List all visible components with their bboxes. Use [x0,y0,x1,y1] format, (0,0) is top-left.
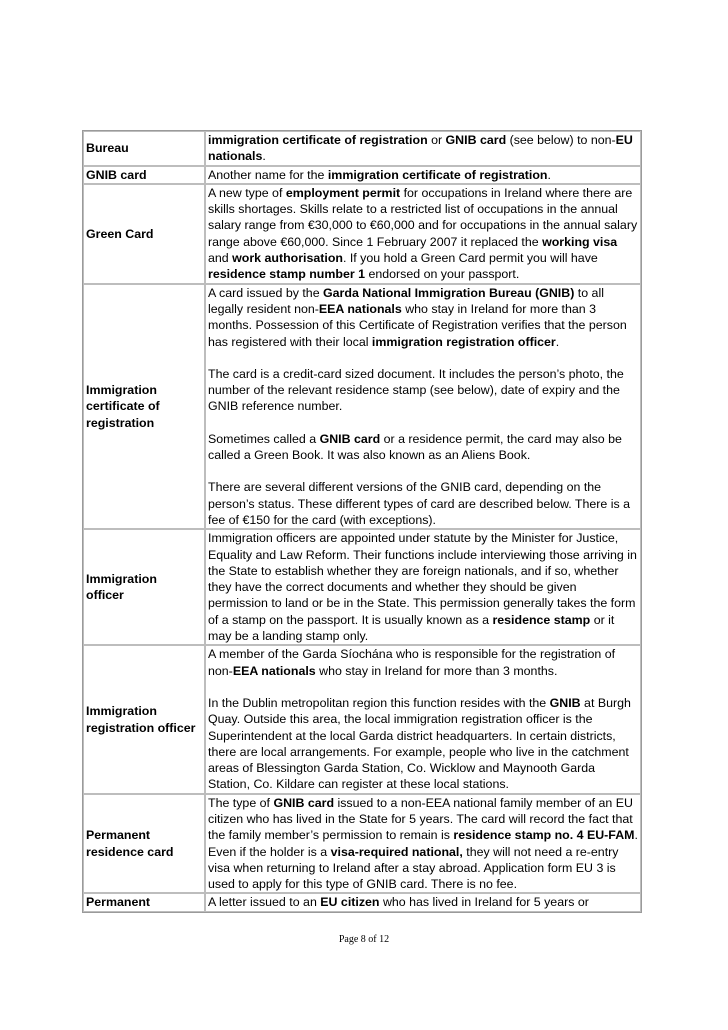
definition-bold-text: work authorisation [232,251,343,266]
definition-bold-text: visa-required national, [330,844,463,859]
definition-paragraph [208,132,639,165]
page-number: Page 8 of 12 [338,934,390,945]
definition-text: . [262,149,266,164]
term-line: GNIB card [86,167,147,182]
definition-text: . If you hold a Green Card permit you will have [342,251,598,266]
definition-bold-text: immigration certificate of registration [208,133,428,147]
definition-bold-text: GNIB card [445,133,507,147]
glossary-term [83,166,205,184]
definition-bold-text: EEA nationals [232,663,316,678]
glossary-body [83,131,641,912]
definition-paragraph [208,894,639,910]
definition-paragraph [208,695,639,793]
glossary-row [83,166,641,184]
glossary-term [83,529,205,645]
definition-text: or [427,133,446,147]
definition-text: A member of the Garda Síochána who is responsible for the registration of non- [208,647,616,678]
glossary-row [83,794,641,894]
definition-bold-text: EU nationals [208,133,633,164]
definition-paragraph [208,479,639,528]
definition-text: to all legally resident non- [208,285,604,316]
definition-text: The type of [208,795,274,810]
glossary-term [83,131,205,166]
glossary-definition [205,529,641,645]
definition-bold-text: residence stamp no. 4 EU-FAM [453,828,635,843]
glossary-definition [205,794,641,894]
definition-text: or it may be a landing stamp only. [208,612,615,644]
term-line: Permanent [86,895,151,910]
glossary-row [83,184,641,284]
definition-text: The card is a credit-card sized document. It includes the person’s photo, the number of the relevant residence stamp (see below), date of expiry and the GNIB reference number. [208,366,624,414]
definition-text: Immigration officers are appointed under statute by the Minister for Justice, Equality and Law Reform. Their functions include interviewing those arriving in the State to establish whether they are foreign nationals, and if so, whether they have the correct documents and whether they should be given permission to land or be in the State. This permission generally takes the form of a stamp on the passport. It is usually known as a [208,531,637,627]
definition-text: A card issued by the [208,285,324,300]
definition-text: who stay in Ireland for more than 3 months. Possession of this Certificate of Registration verifies that the person has registered with their local [208,301,627,349]
definition-text: Another name for the [208,167,328,182]
glossary-term [83,645,205,793]
glossary-row [83,893,641,911]
page-footer [0,934,728,945]
definition-paragraph [208,530,639,644]
definition-bold-text: GNIB [549,695,581,710]
definition-text: endorsed on your passport. [365,267,520,282]
definition-paragraph [208,646,639,679]
definition-text: they will not need a re-entry visa when returning to Ireland after a stay abroad. Application form EU 3 is used to apply for this type of GNIB card. There is no fee. [208,844,619,892]
definition-text: A new type of [208,185,286,200]
glossary-definition [205,645,641,793]
definition-bold-text: Garda National Immigration Bureau (GNIB) [323,285,575,300]
definition-bold-text: residence stamp [492,612,591,627]
term-line: Immigration [86,383,157,397]
definition-bold-text: EEA nationals [318,301,402,316]
definition-text: . [555,334,560,349]
term-line: registration [86,415,155,430]
definition-paragraph [208,795,639,893]
term-line: Immigration [86,704,157,719]
term-line: Immigration [86,571,157,586]
definition-text: . [547,167,551,182]
definition-bold-text: employment permit [285,185,401,200]
definition-text: issued to a non-EEA national family member of an EU citizen who has lived in the State for 5 years. The card will record the fact that the family member’s permission to remain is [208,795,633,843]
definition-text: In the Dublin metropolitan region this function resides with the [208,695,550,710]
definition-paragraph [208,285,639,350]
glossary-term [83,893,205,911]
term-line: Permanent [86,828,151,843]
definition-text: who has lived in Ireland for 5 years or [379,895,589,910]
definition-text: or a residence permit, the card may also be called a Green Book. It was also known as an Aliens Book. [208,431,622,463]
definition-text: There are several different versions of the GNIB card, depending on the person’s status. These different types of card are described below. There is a fee of €150 for the card (with exceptions). [208,480,630,527]
definition-bold-text: working visa [542,234,618,249]
definition-bold-text: residence stamp number 1 [208,267,366,282]
definition-text: Sometimes called a [208,431,320,446]
term-line: Green Card [86,226,154,241]
term-line: certificate of [86,399,160,414]
glossary-row [83,645,641,793]
definition-paragraph [208,366,639,415]
definition-paragraph [208,431,639,464]
definition-text: who stay in Ireland for more than 3 months. [315,663,558,678]
definition-bold-text: immigration registration officer [371,334,556,349]
glossary-definition [205,131,641,166]
definition-bold-text: EU citizen [320,895,380,910]
term-line: Bureau [86,141,129,156]
glossary-definition [205,166,641,184]
definition-text: for occupations in Ireland where there are skills shortages. Skills relate to a restricted list of occupations in the annual salary range from €30,000 to €60,000 and for occupations in the annual salary range above €60,000. Since 1 February 2007 it replaced the [208,185,638,249]
glossary-definition [205,893,641,911]
term-line: officer [86,588,124,603]
definition-bold-text: GNIB card [319,431,381,446]
glossary-row [83,529,641,645]
glossary-row [83,131,641,166]
definition-text: . Even if the holder is a [208,828,638,859]
definition-text: and [208,251,233,266]
definition-bold-text: immigration certificate of registration [327,167,548,182]
glossary-definition [205,284,641,530]
definition-paragraph [208,167,639,183]
term-line: registration officer [86,720,196,735]
definition-text: (see below) to non- [506,133,616,147]
definition-bold-text: GNIB card [273,795,335,810]
definition-text: A letter issued to an [208,895,321,910]
glossary-term [83,184,205,284]
glossary-row [83,284,641,530]
definition-text: at Burgh Quay. Outside this area, the local immigration registration officer is the Superintendent at the local Garda district headquarters. In certain districts, there are local arrangements. For example, people who live in the catchment areas of Blessington Garda Station, Co. Wicklow and Maynooth Garda Station, Co. Kildare can register at these local stations. [208,695,631,792]
glossary-table [82,130,642,913]
glossary-term [83,794,205,894]
definition-paragraph [208,185,639,283]
term-line: residence card [86,844,174,859]
glossary-term [83,284,205,530]
glossary-definition [205,184,641,284]
